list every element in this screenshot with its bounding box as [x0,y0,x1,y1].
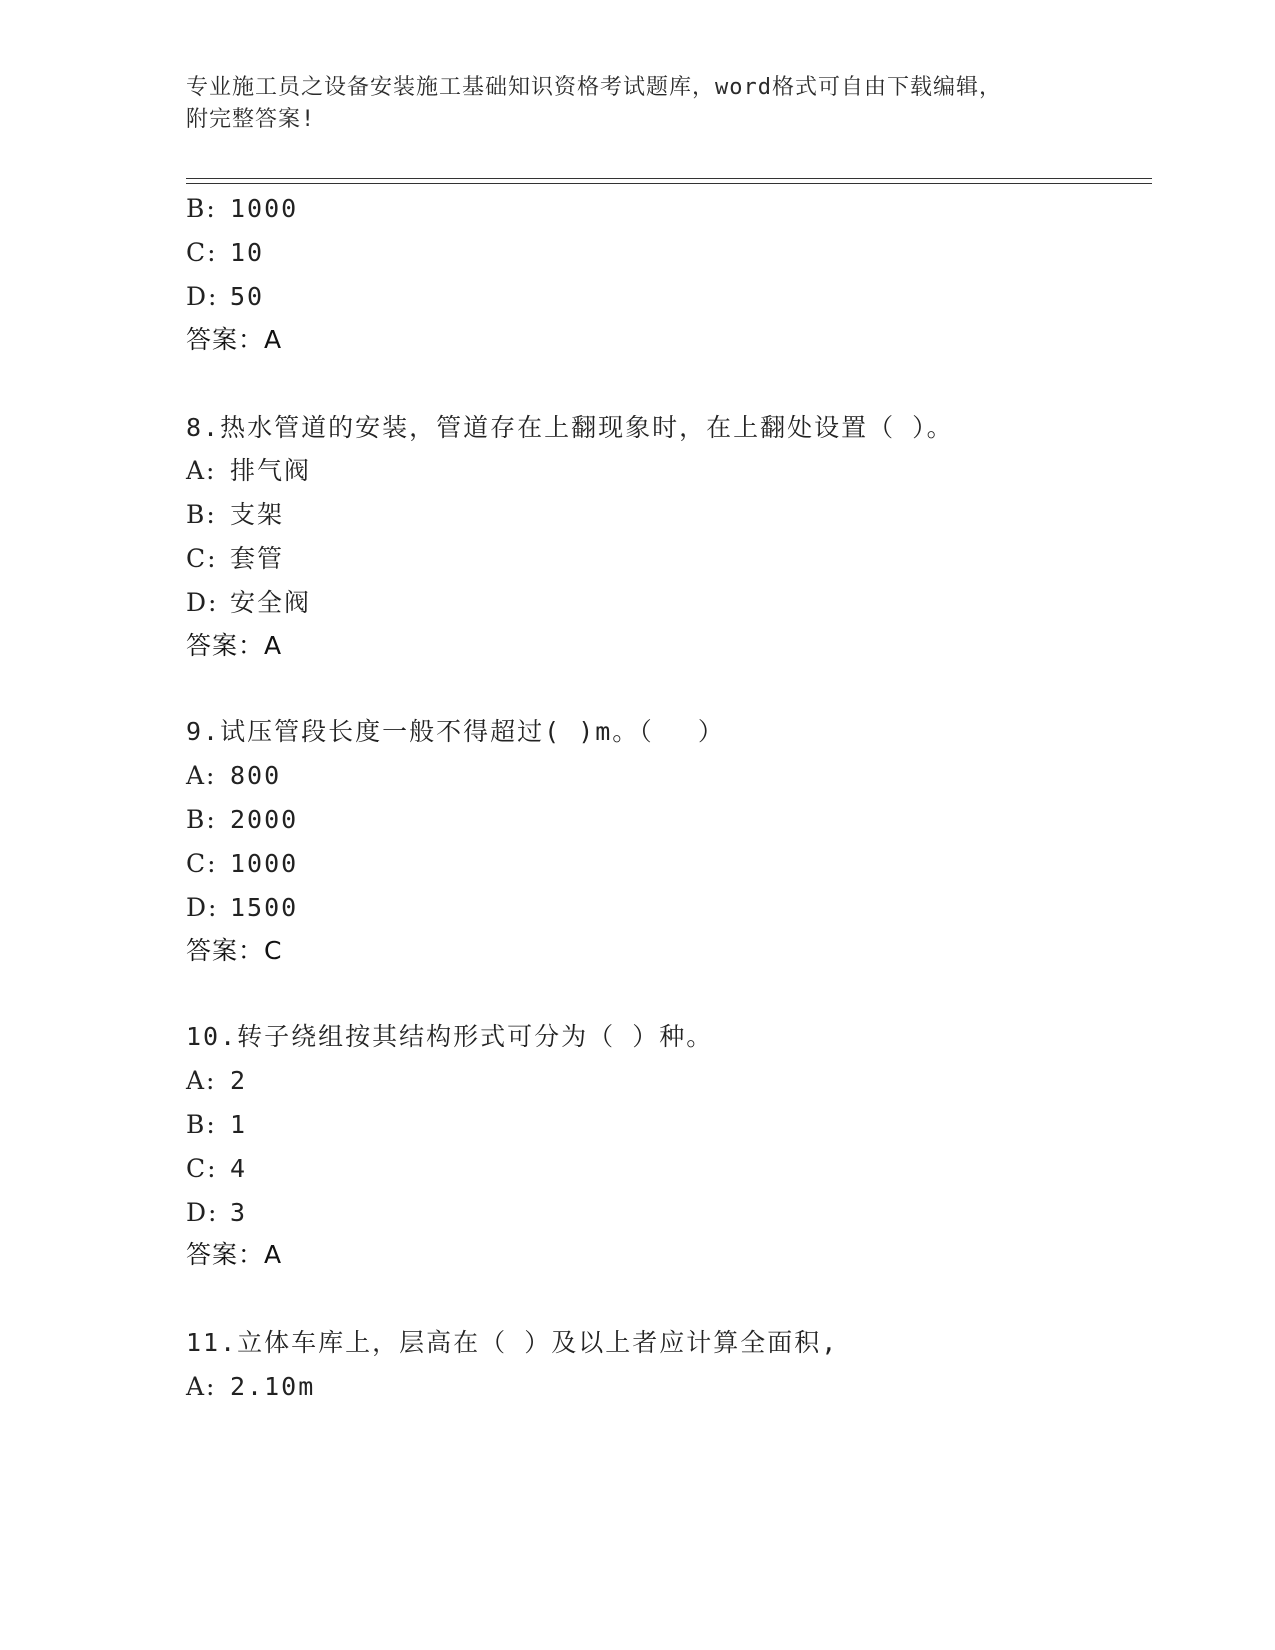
option-text: 10 [230,238,265,267]
option-text: 3 [230,1198,248,1227]
question-stem: 9.试压管段长度一般不得超过( )m。（ ） [186,717,725,746]
option-text: 1000 [230,849,299,878]
option-b [186,193,298,225]
option-d [186,1197,247,1229]
option-text: 套管 [230,544,285,573]
option-text: 2 [230,1066,248,1095]
option-label: C: [186,544,218,573]
option-label: A: [186,761,217,790]
answer-line: 答案：A [186,631,283,660]
option-a [186,1371,315,1403]
option-label: D: [186,1198,219,1227]
header-divider-top [186,178,1152,179]
option-text: 800 [230,761,282,790]
header-line-2: 附完整答案! [186,107,316,132]
option-text: 50 [230,282,265,311]
option-label: A: [186,1372,217,1401]
option-a [186,760,281,792]
option-c [186,543,284,575]
option-text: 2.10m [230,1372,316,1401]
option-label: B: [186,500,217,529]
answer-line: 答案：C [186,936,283,965]
header-divider-bottom [186,183,1152,184]
option-label: A: [186,456,217,485]
document-header [186,72,1086,136]
option-text: 支架 [230,500,285,529]
option-d [186,892,298,924]
option-label: B: [186,805,217,834]
option-d [186,587,311,619]
option-label: C: [186,238,218,267]
option-c [186,848,298,880]
option-label: C: [186,849,218,878]
header-line-1: 专业施工员之设备安装施工基础知识资格考试题库，word格式可自由下载编辑， [186,75,1002,100]
question-stem: 11.立体车库上，层高在（ ）及以上者应计算全面积, [186,1328,839,1357]
option-d [186,281,264,313]
option-c [186,1153,247,1185]
option-label: D: [186,893,219,922]
option-text: 1000 [230,194,299,223]
option-a [186,455,311,487]
option-label: A: [186,1066,217,1095]
option-label: C: [186,1154,218,1183]
option-a [186,1065,247,1097]
option-c [186,237,264,269]
option-b [186,499,284,531]
option-text: 安全阀 [230,588,312,617]
option-b [186,804,298,836]
option-label: D: [186,282,219,311]
option-label: B: [186,1110,217,1139]
option-label: D: [186,588,219,617]
option-text: 1 [230,1110,248,1139]
option-label: B: [186,194,217,223]
option-b [186,1109,247,1141]
option-text: 1500 [230,893,299,922]
option-text: 排气阀 [230,456,312,485]
answer-line: 答案：A [186,325,283,354]
answer-line: 答案：A [186,1240,283,1269]
question-stem: 10.转子绕组按其结构形式可分为（ ）种。 [186,1022,714,1051]
option-text: 4 [230,1154,248,1183]
option-text: 2000 [230,805,299,834]
question-stem: 8.热水管道的安装，管道存在上翻现象时，在上翻处设置（ ）。 [186,413,954,442]
